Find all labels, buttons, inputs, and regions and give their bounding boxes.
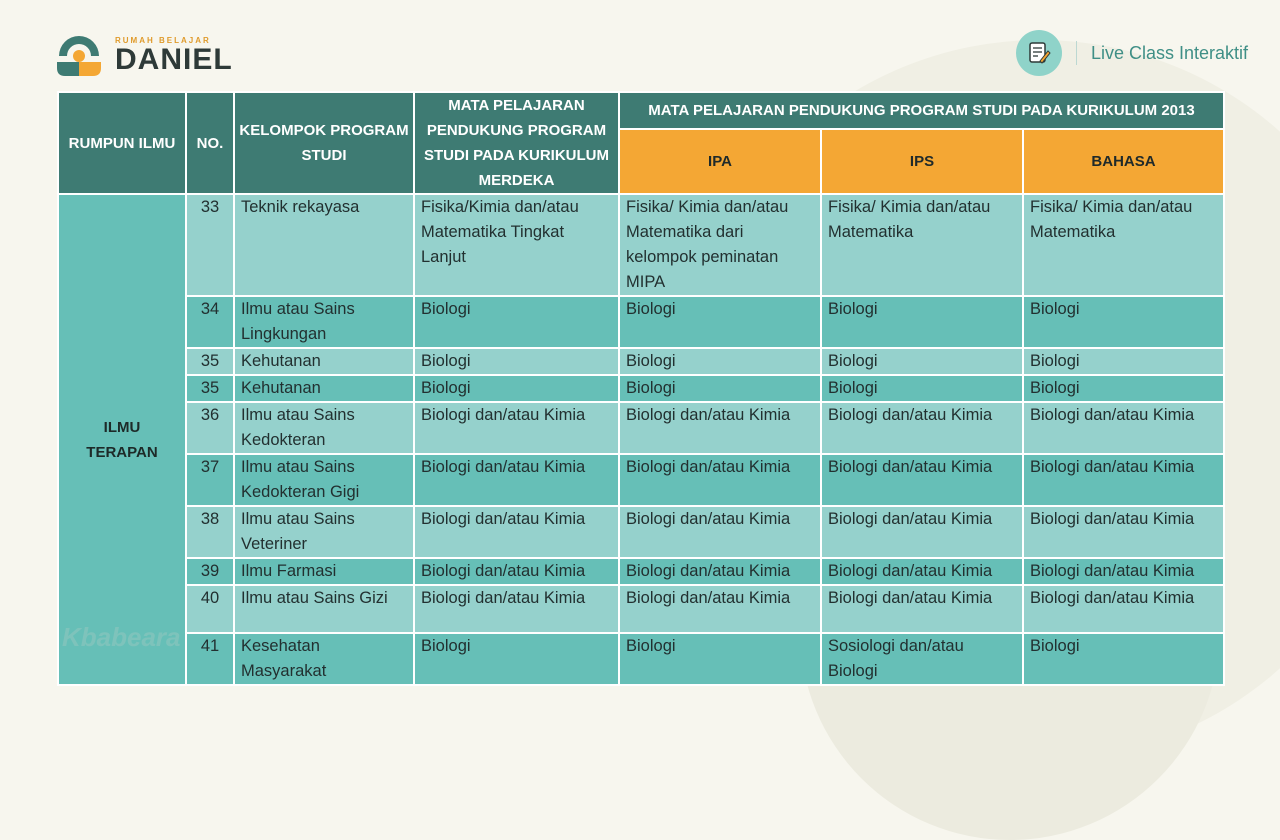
table-row bbox=[58, 348, 1224, 375]
cell-kelompok: Ilmu atau Sains Kedokteran Gigi bbox=[234, 454, 414, 506]
cell-kelompok: Ilmu atau Sains Gizi bbox=[234, 585, 414, 633]
table-row bbox=[58, 454, 1224, 506]
cell-merdeka: Biologi dan/atau Kimia bbox=[414, 402, 619, 454]
cell-kelompok: Teknik rekayasa bbox=[234, 194, 414, 296]
logo-mark-icon bbox=[55, 32, 103, 78]
cell-bahasa: Biologi dan/atau Kimia bbox=[1023, 585, 1224, 633]
cell-ipa: Biologi bbox=[619, 375, 821, 402]
cell-ips: Biologi dan/atau Kimia bbox=[821, 402, 1023, 454]
cell-bahasa: Biologi dan/atau Kimia bbox=[1023, 454, 1224, 506]
logo bbox=[55, 32, 233, 78]
cell-ipa: Biologi bbox=[619, 296, 821, 348]
cell-merdeka: Biologi bbox=[414, 375, 619, 402]
cell-no: 41 bbox=[186, 633, 234, 685]
cell-kelompok: Ilmu atau Sains Lingkungan bbox=[234, 296, 414, 348]
cell-kelompok: Kesehatan Masyarakat bbox=[234, 633, 414, 685]
note-pencil-icon bbox=[1016, 30, 1062, 76]
cell-ips: Fisika/ Kimia dan/atau Matematika bbox=[821, 194, 1023, 296]
cell-kelompok: Kehutanan bbox=[234, 375, 414, 402]
cell-merdeka: Biologi bbox=[414, 296, 619, 348]
table-row bbox=[58, 296, 1224, 348]
header-merdeka: MATA PELAJARAN PENDUKUNG PROGRAM STUDI PADA KURIKULUM MERDEKA bbox=[414, 92, 619, 194]
header bbox=[0, 0, 1280, 90]
table-row bbox=[58, 194, 1224, 296]
table-body bbox=[58, 194, 1224, 685]
cell-merdeka: Biologi dan/atau Kimia bbox=[414, 585, 619, 633]
cell-ips: Biologi dan/atau Kimia bbox=[821, 506, 1023, 558]
cell-no: 35 bbox=[186, 348, 234, 375]
cell-no: 40 bbox=[186, 585, 234, 633]
cell-ips: Biologi dan/atau Kimia bbox=[821, 558, 1023, 585]
cell-merdeka: Fisika/Kimia dan/atau Matematika Tingkat Lanjut bbox=[414, 194, 619, 296]
cell-kelompok: Kehutanan bbox=[234, 348, 414, 375]
logo-subtitle: RUMAH BELAJAR bbox=[115, 36, 211, 45]
subject-table bbox=[57, 91, 1225, 686]
cell-bahasa: Biologi bbox=[1023, 633, 1224, 685]
cell-ipa: Biologi dan/atau Kimia bbox=[619, 506, 821, 558]
cell-no: 34 bbox=[186, 296, 234, 348]
cell-merdeka: Biologi dan/atau Kimia bbox=[414, 558, 619, 585]
cell-bahasa: Biologi dan/atau Kimia bbox=[1023, 402, 1224, 454]
cell-ips: Biologi bbox=[821, 375, 1023, 402]
table-row bbox=[58, 375, 1224, 402]
header-ipa: IPA bbox=[619, 129, 821, 194]
header-bahasa: BAHASA bbox=[1023, 129, 1224, 194]
live-class-label: Live Class Interaktif bbox=[1090, 42, 1248, 63]
cell-no: 36 bbox=[186, 402, 234, 454]
cell-bahasa: Biologi dan/atau Kimia bbox=[1023, 558, 1224, 585]
cell-no: 35 bbox=[186, 375, 234, 402]
table-row bbox=[58, 633, 1224, 685]
cell-ipa: Biologi dan/atau Kimia bbox=[619, 402, 821, 454]
table-row bbox=[58, 402, 1224, 454]
cell-ipa: Fisika/ Kimia dan/atau Matematika dari kelompok peminatan MIPA bbox=[619, 194, 821, 296]
cell-ips: Biologi dan/atau Kimia bbox=[821, 585, 1023, 633]
live-class-badge bbox=[1016, 30, 1248, 76]
cell-merdeka: Biologi bbox=[414, 348, 619, 375]
cell-bahasa: Biologi bbox=[1023, 375, 1224, 402]
cell-ips: Biologi bbox=[821, 296, 1023, 348]
table-row bbox=[58, 558, 1224, 585]
cell-merdeka: Biologi dan/atau Kimia bbox=[414, 454, 619, 506]
cell-ipa: Biologi bbox=[619, 348, 821, 375]
cell-bahasa: Biologi bbox=[1023, 348, 1224, 375]
header-ips: IPS bbox=[821, 129, 1023, 194]
cell-kelompok: Ilmu atau Sains Veteriner bbox=[234, 506, 414, 558]
cell-merdeka: Biologi bbox=[414, 633, 619, 685]
logo-text bbox=[115, 36, 233, 74]
cell-kelompok: Ilmu atau Sains Kedokteran bbox=[234, 402, 414, 454]
cell-ipa: Biologi dan/atau Kimia bbox=[619, 454, 821, 506]
cell-no: 33 bbox=[186, 194, 234, 296]
cell-ipa: Biologi bbox=[619, 633, 821, 685]
cell-ips: Biologi bbox=[821, 348, 1023, 375]
header-rumpun: RUMPUN ILMU bbox=[58, 92, 186, 194]
header-no: NO. bbox=[186, 92, 234, 194]
logo-title: DANIEL bbox=[115, 43, 233, 76]
cell-rumpun: ILMU TERAPAN bbox=[58, 194, 186, 685]
cell-ips: Sosiologi dan/atau Biologi bbox=[821, 633, 1023, 685]
table-row bbox=[58, 506, 1224, 558]
cell-bahasa: Biologi bbox=[1023, 296, 1224, 348]
divider bbox=[1076, 41, 1077, 65]
cell-no: 39 bbox=[186, 558, 234, 585]
cell-bahasa: Biologi dan/atau Kimia bbox=[1023, 506, 1224, 558]
cell-ipa: Biologi dan/atau Kimia bbox=[619, 558, 821, 585]
cell-bahasa: Fisika/ Kimia dan/atau Matematika bbox=[1023, 194, 1224, 296]
cell-no: 38 bbox=[186, 506, 234, 558]
cell-ipa: Biologi dan/atau Kimia bbox=[619, 585, 821, 633]
cell-kelompok: Ilmu Farmasi bbox=[234, 558, 414, 585]
cell-no: 37 bbox=[186, 454, 234, 506]
table-row bbox=[58, 585, 1224, 633]
header-k13-group: MATA PELAJARAN PENDUKUNG PROGRAM STUDI PADA KURIKULUM 2013 bbox=[619, 92, 1224, 129]
cell-merdeka: Biologi dan/atau Kimia bbox=[414, 506, 619, 558]
watermark: Kbabeara bbox=[62, 622, 181, 652]
cell-ips: Biologi dan/atau Kimia bbox=[821, 454, 1023, 506]
header-kelompok: KELOMPOK PROGRAM STUDI bbox=[234, 92, 414, 194]
